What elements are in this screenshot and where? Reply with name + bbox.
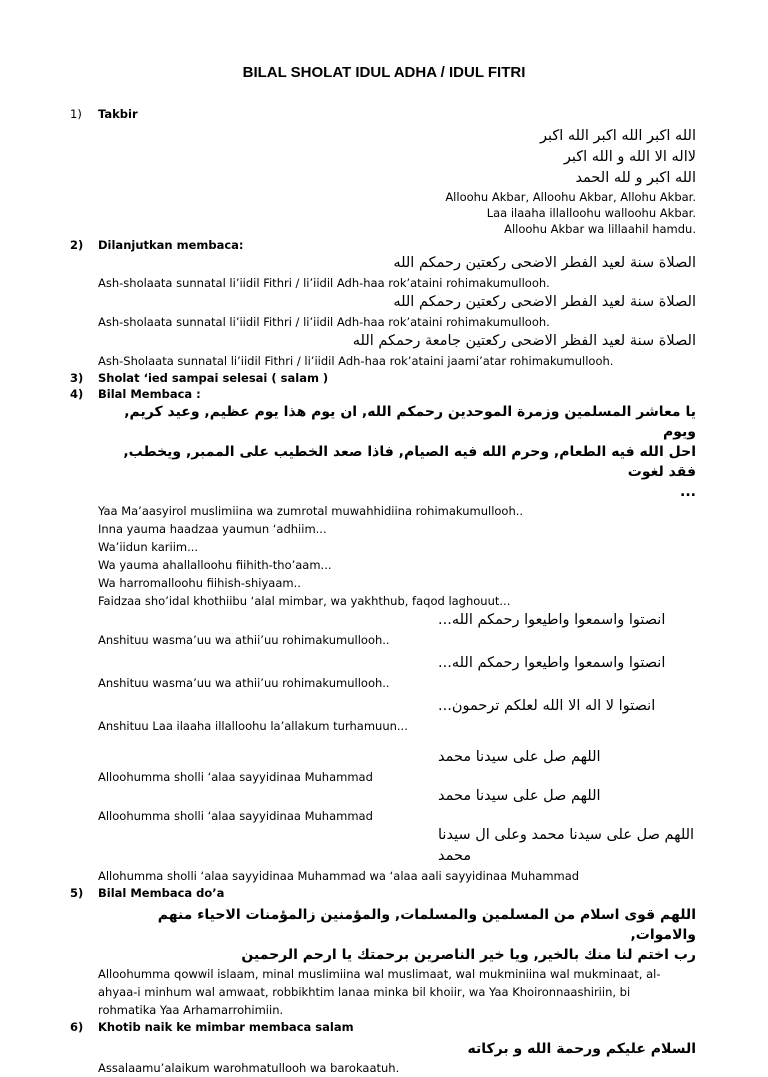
latin-line: ahyaa-i minhum wal amwaat, robbikhtim lanaa minka bil khoiir, wa Yaa Khoironnaashiriin, bi — [98, 985, 631, 999]
latin-line: Inna yauma haadzaa yaumun ‘adhiim... — [98, 522, 327, 536]
document-body — [70, 106, 696, 1077]
arabic-line: الله اكبر و لله الحمد — [575, 170, 696, 186]
section-6-heading — [70, 1020, 696, 1035]
page-title: BILAL SHOLAT IDUL ADHA / IDUL FITRI — [242, 64, 526, 81]
arabic-line: الصلاة سنة لعيد الفظر الاضحى ركعتين جامعة رحمكم الله — [352, 333, 696, 349]
latin-line: Wa’iidun kariim... — [98, 540, 199, 554]
transliteration-line: Ash-sholaata sunnatal li’iidil Fithri / li’iidil Adh-haa rok’ataini rohimakumullooh. — [98, 276, 550, 290]
latin-line: Alloohu Akbar, Alloohu Akbar, Allohu Akbar. — [445, 190, 696, 204]
section-title: Bilal Membaca do’a — [98, 886, 225, 900]
arabic-line: الصلاة سنة لعيد الفطر الاضحى ركعتين رحمكم الله — [393, 255, 696, 271]
arabic-line: ... — [680, 484, 696, 500]
arabic-line: ...انصتوا واسمعوا واطيعوا رحمكم الله — [438, 612, 666, 628]
section-4-heading — [70, 387, 696, 402]
section-number: 6) — [70, 1020, 84, 1034]
transliteration-line: Anshituu Laa ilaaha illalloohu la’allakum turhamuun... — [98, 719, 408, 733]
section-number: 1) — [70, 107, 82, 121]
section-title: Bilal Membaca : — [98, 387, 201, 401]
arabic-line: لااله الا الله و الله اكبر — [563, 149, 696, 165]
transliteration-line: Allohumma sholli ‘alaa sayyidinaa Muhammad wa ‘alaa aali sayyidinaa Muhammad — [98, 869, 580, 883]
section-2-heading — [70, 238, 696, 253]
latin-line: Wa harromalloohu fiihish-shiyaam.. — [98, 576, 301, 590]
latin-line: Laa ilaaha illalloohu walloohu Akbar. — [486, 206, 696, 220]
transliteration-line: Ash-sholaata sunnatal li’iidil Fithri / li’iidil Adh-haa rok’ataini rohimakumullooh. — [98, 315, 550, 329]
section-number: 3) — [70, 371, 84, 385]
transliteration-line: Ash-Sholaata sunnatal li’iidil Fithri / li’iidil Adh-haa rok’ataini jaami’atar rohimakumullooh. — [98, 354, 614, 368]
latin-line: Alloohu Akbar wa lillaahil hamdu. — [504, 222, 696, 236]
section-3-heading — [70, 371, 696, 386]
arabic-line: ...انصتوا لا اله الا الله لعلكم ترحمون — [438, 698, 656, 714]
arabic-line: ...انصتوا واسمعوا واطيعوا رحمكم الله — [438, 655, 666, 671]
arabic-line: اللهم صل على سيدنا محمد وعلى ال سيدنا محمد — [438, 827, 695, 864]
arabic-line: اللهم صل على سيدنا محمد — [438, 788, 601, 804]
section-number: 5) — [70, 886, 84, 900]
transliteration-line: Assalaamu’alaikum warohmatullooh wa barokaatuh. — [98, 1061, 400, 1075]
section-title: Khotib naik ke mimbar membaca salam — [98, 1020, 354, 1034]
transliteration-line: Alloohumma sholli ‘alaa sayyidinaa Muhammad — [98, 809, 373, 823]
arabic-line: اللهم قوى اسلام من المسلمين والمسلمات, والمؤمنين زالمؤمنات الاحياء منهم والاموات, — [157, 907, 696, 943]
transliteration-line: Anshituu wasma’uu wa athii’uu rohimakumullooh.. — [98, 676, 390, 690]
latin-line: Alloohumma qowwil islaam, minal muslimiina wal muslimaat, wal mukminiina wal mukminaat, al- — [98, 967, 661, 981]
section-number: 4) — [70, 387, 84, 401]
arabic-line: الصلاة سنة لعيد الفطر الاضحى ركعتين رحمكم الله — [393, 294, 696, 310]
arabic-line: يا معاشر المسلمين وزمرة الموحدين رحمكم الله, ان يوم هذا يوم عظيم, وعيد كريم, ويوم — [124, 404, 696, 440]
section-title: Sholat ‘ied sampai selesai ( salam ) — [98, 371, 329, 385]
transliteration-line: Anshituu wasma’uu wa athii’uu rohimakumullooh.. — [98, 633, 390, 647]
section-title: Takbir — [98, 107, 138, 121]
arabic-line: رب اختم لنا منك بالخير, ويا خير الناصرين برحمتك يا ارحم الرحمين — [241, 947, 696, 963]
section-1-heading — [70, 107, 696, 122]
arabic-line: السلام عليكم ورحمة الله و بركاته — [467, 1041, 696, 1057]
arabic-line: الله اكبر الله اكبر الله اكبر — [539, 128, 696, 144]
section-number: 2) — [70, 238, 84, 252]
latin-line: rohmatika Yaa Arhamarrohimiin. — [98, 1003, 284, 1017]
latin-line: Yaa Ma’aasyirol muslimiina wa zumrotal muwahhidiina rohimakumullooh.. — [98, 504, 524, 518]
transliteration-line: Alloohumma sholli ‘alaa sayyidinaa Muhammad — [98, 770, 373, 784]
latin-line: Wa yauma ahallalloohu fiihith-tho’aam... — [98, 558, 332, 572]
section-title: Dilanjutkan membaca: — [98, 238, 244, 252]
arabic-line: اللهم صل على سيدنا محمد — [438, 749, 601, 765]
arabic-line: احل الله فيه الطعام, وحرم الله فيه الصيام, فاذا صعد الخطيب على الممبر, ويخطب, فقد لغوت — [123, 444, 696, 480]
latin-line: Faidzaa sho’idal khothiibu ‘alal mimbar, wa yakhthub, faqod laghouut... — [98, 594, 511, 608]
section-5-heading — [70, 886, 696, 901]
